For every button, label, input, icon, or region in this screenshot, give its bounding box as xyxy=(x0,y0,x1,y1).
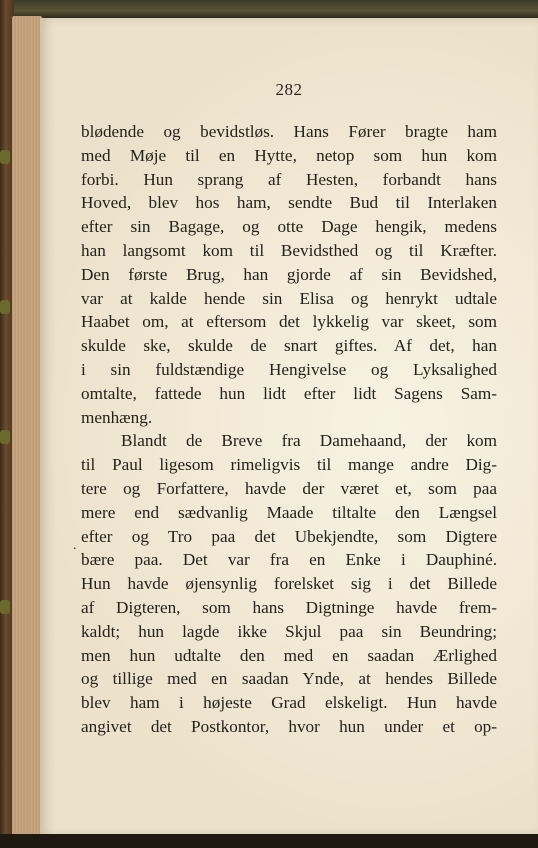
text-line: efter og Tro paa det Ubekjendte, som Digtere xyxy=(81,526,497,546)
text-line: Den første Brug, han gjorde af sin Bevidshed, xyxy=(81,264,497,284)
text-line: blødende og bevidstløs. Hans Fører bragte ham xyxy=(81,122,497,141)
text-line: menhæng. xyxy=(81,407,153,427)
text-line: efter sin Bagage, og otte Dage hengik, medens xyxy=(81,217,497,237)
text-line: og tillige med en saadan Ynde, at hendes Billede xyxy=(81,669,497,689)
text-line: forbi. Hun sprang af Hesten, forbandt hans xyxy=(81,169,497,189)
text-line: blev ham i højeste Grad elskeligt. Hun havde xyxy=(81,693,497,713)
text-line: Hun havde øjensynlig forelsket sig i det Billede xyxy=(81,574,497,594)
text-line: bære paa. Det var fra en Enke i Dauphiné. xyxy=(81,550,497,570)
text-line: skulde ske, skulde de snart giftes. Af det, han xyxy=(81,336,497,356)
spine-ornament xyxy=(0,150,10,164)
text-line: af Digteren, som hans Digtninge havde frem- xyxy=(81,597,497,617)
paragraph-start-line: Blandt de Breve fra Damehaand, der kom xyxy=(121,431,497,451)
spine-ornament xyxy=(0,600,10,614)
text-line: angivet det Postkontor, hvor hun under et op- xyxy=(81,716,497,736)
text-line: omtalte, fattede hun lidt efter lidt Sagens Sam- xyxy=(81,383,497,403)
text-line: Haabet om, at eftersom det lykkelig var skeet, som xyxy=(81,312,497,332)
page-number: 282 xyxy=(275,80,303,99)
text-line: i sin fuldstændige Hengivelse og Lyksalighed xyxy=(81,359,497,379)
book-top-edge xyxy=(0,0,538,18)
text-line: Hoved, blev hos ham, sendte Bud til Interlaken xyxy=(81,193,497,213)
text-line: han langsomt kom til Bevidsthed og til Kræfter. xyxy=(81,240,497,260)
text-line: var at kalde hende sin Elisa og henrykt udtale xyxy=(81,288,497,308)
body-text xyxy=(81,120,497,739)
spine-ornament xyxy=(0,300,10,314)
page-edges xyxy=(12,16,42,838)
text-line: til Paul ligesom rimeligvis til mange andre Dig- xyxy=(81,455,497,475)
text-line: men hun udtalte den med en saadan Ærlighed xyxy=(81,645,497,665)
text-line: med Møje til en Hytte, netop som hun kom xyxy=(81,145,497,165)
text-line: kaldt; hun lagde ikke Skjul paa sin Beundring; xyxy=(81,621,497,641)
book-bottom-edge xyxy=(0,834,538,848)
text-line: mere end sædvanlig Maade tiltalte den Længsel xyxy=(81,502,497,522)
margin-mark: . xyxy=(73,538,77,553)
spine-ornament xyxy=(0,430,10,444)
text-line: tere og Forfattere, havde der været et, som paa xyxy=(81,478,497,498)
